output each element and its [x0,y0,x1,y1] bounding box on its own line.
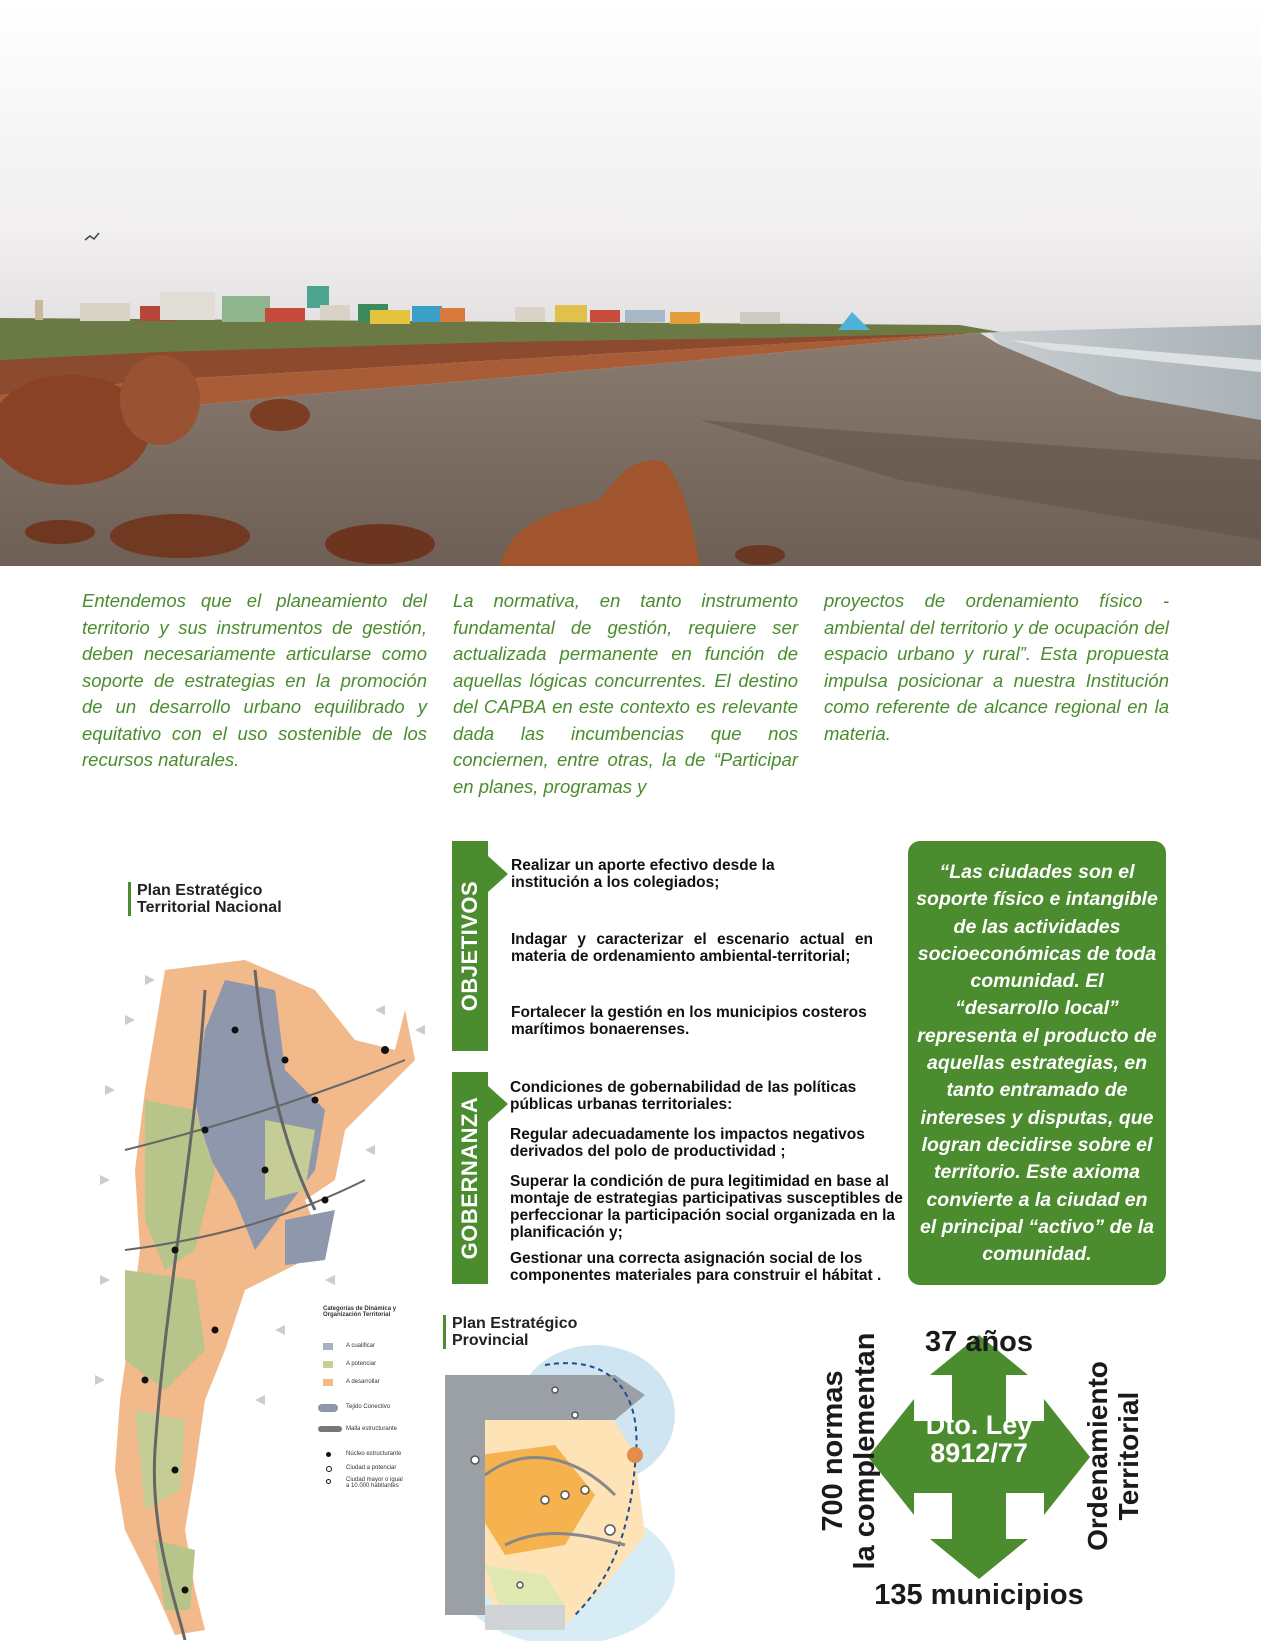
legend-swatch-tejido [318,1404,338,1412]
quote-text: “Las ciudades son el soporte físico e intangible de las actividades socioeconómicas de toda comunidad. El “desarrollo local” representa el producto de aquellas estrategias, en tanto entramado de intereses y disputas, que logran decidirse sobre el territorio. Este axioma convierte a la ciudad en el principal “activo” de la comunidad. [916,861,1158,1266]
coastal-photo [0,0,1261,566]
legend-label: Ciudad a potenciar [346,1465,397,1471]
cross-left-line-1: 700 normas [817,1370,849,1532]
legend-label: Tejido Conectivo [346,1404,391,1410]
legend-swatch-cualificar [323,1343,333,1350]
cross-top-label: 37 años [925,1326,1033,1358]
gobernanza-tab [452,1072,488,1284]
legend-swatch-desarrollar [323,1379,333,1386]
cross-right-line-1: Ordenamiento [1082,1361,1113,1551]
legend-label: A cualificar [346,1343,376,1349]
legend-label: Malla estructurante [346,1426,398,1432]
legend-label: A desarrollar [346,1379,380,1385]
legend-dot-ciudad [326,1466,332,1472]
legend-dot-ciudad-mayor [326,1479,331,1484]
intro-text-3: proyectos de ordenamiento físico - ambiental del territorio y de ocupación del espacio urbano y rural”. Esta propuesta impulsa posicionar a nuestra Institución como referente de alcance regional en la materia. [824,590,1169,744]
cross-center-text [868,1411,1090,1467]
gobernanza-item-2: Regular adecuadamente los impactos negativos derivados del polo de productividad ; [510,1126,865,1160]
gobernanza-label: GOBERNANZA [457,1096,482,1260]
objetivo-item-3: Fortalecer la gestión en los municipios costeros marítimos bonaerenses. [511,1004,867,1038]
intro-column-3 [824,588,1169,747]
national-map [85,950,430,1640]
national-map-legend [318,1306,418,1496]
intro-column-2 [453,588,798,800]
gobernanza-item-4: Gestionar una correcta asignación social de los componentes materiales para construir el hábitat . [510,1250,882,1284]
provincial-map [445,1345,685,1641]
legend-label: Núcleo estructurante [346,1451,402,1457]
objetivos-tab [452,841,488,1051]
intro-text-2: La normativa, en tanto instrumento fundamental de gestión, requiere ser actualizada permanente en función de aquellas lógicas concurrentes. El destino del CAPBA en este contexto es relevante dada las incumbencias que nos conciernen, entre otras, la de “Participar en planes, programas y [453,590,798,797]
cross-center-line-1: Dto. Ley [925,1410,1033,1440]
legend-swatch-potenciar [323,1361,333,1368]
provincial-map-title: Plan Estratégico Provincial [443,1315,612,1349]
cross-center-line-2: 8912/77 [930,1438,1028,1468]
objetivo-item-2: Indagar y caracterizar el escenario actual en materia de ordenamiento ambiental-territorial; [511,931,873,965]
legend-title: Categorías de Dinámica y Organización Territorial [323,1306,397,1318]
cross-bottom-label: 135 municipios [874,1579,1084,1611]
gobernanza-item-1: Condiciones de gobernabilidad de las políticas públicas urbanas territoriales: [510,1079,857,1113]
objetivo-item-1: Realizar un aporte efectivo desde la institución a los colegiados; [511,857,775,891]
legend-label: A potenciar [346,1361,377,1367]
gobernanza-arrow [488,1086,508,1122]
cross-left-line-2: la complementan [849,1332,881,1570]
national-map-title: Plan Estratégico Territorial Nacional [128,882,297,916]
intro-text-1: Entendemos que el planeamiento del territorio y sus instrumentos de gestión, deben necesariamente articularse como soporte de estrategias en la promoción de un desarrollo urbano equilibrado y equitativo con el uso sostenible de los recursos naturales. [82,590,427,770]
intro-column-1 [82,588,427,774]
quote-box [908,841,1166,1285]
legend-swatch-malla [318,1426,342,1432]
cross-right-line-2: Territorial [1113,1391,1144,1521]
legend-label: Ciudad mayor o igual a 10.000 habitantes [346,1477,403,1489]
objetivos-arrow [488,856,508,892]
legend-dot-nucleo [326,1452,331,1457]
objetivos-label: OBJETIVOS [457,880,482,1012]
gobernanza-item-3: Superar la condición de pura legitimidad en base al montaje de estrategias participativas susceptibles de perfeccionar la participación social organizada en la planificación y; [510,1173,903,1241]
